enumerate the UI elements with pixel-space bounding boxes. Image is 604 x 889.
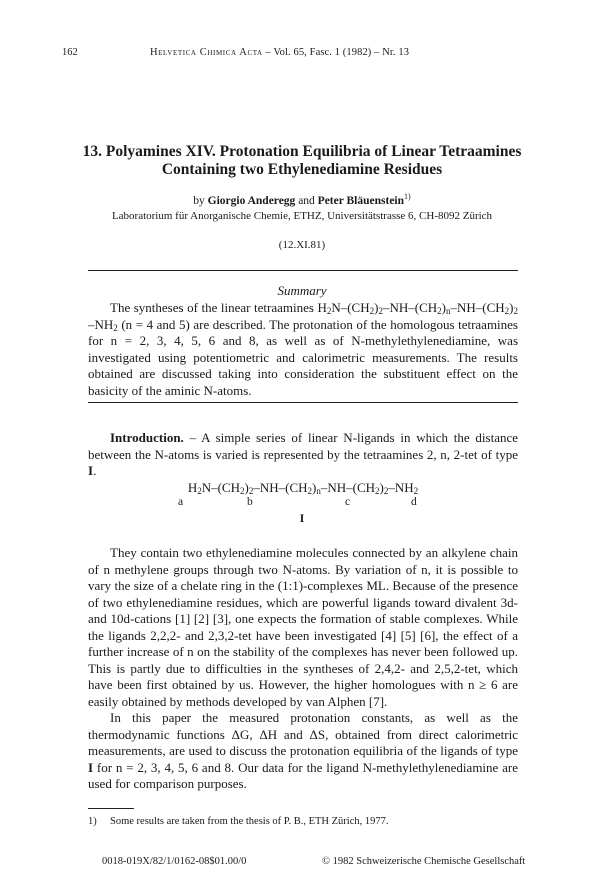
- copyright: © 1982 Schweizerische Chemische Gesellschaft: [322, 856, 526, 867]
- running-head: [62, 46, 542, 60]
- journal-citation: [150, 46, 409, 60]
- affiliation: Laboratorium für Anorganische Chemie, ETHZ, Universitätstrasse 6, CH-8092 Zürich: [111, 210, 493, 222]
- footnote-rule: [88, 808, 134, 809]
- title-line-2: Containing two Ethylenediamine Residues: [161, 161, 443, 178]
- label-d: d: [411, 496, 417, 508]
- imprint-line: [62, 855, 542, 868]
- footnote-mark: 1): [88, 816, 97, 827]
- title-line-1: 13. Polyamines XIV. Protonation Equilibria of Linear Tetraamines: [82, 143, 522, 160]
- summary-paragraph: The syntheses of the linear tetraamines $H_2N-(CH_2)_2-NH-(CH_2)_n-NH-(CH_2)_2$ $-NH_2$ (n = 4 and 5) are described. The protonation of the homologous tetraamines for n = 2, 3, 4, 5, 6 and 8, as well as of N-methylethylenediamine, was investigated using potentiometric and calorimetric measurements. The results obtained are discussed taking into consideration the substituent effect on the basicity of the aminic N-atoms.: [88, 300, 518, 398]
- chemical-formula: $H_2N-(CH_2)_2-NH-(CH_2)_n-NH-(CH_2)_2-NH_2$: [187, 480, 419, 496]
- and-label: and: [298, 194, 315, 207]
- introduction-paragraph: Introduction. – A simple series of linear N-ligands in which the distance between the N-atoms is varied is represented by the tetraamines 2, n, 2-tet of type I.: [88, 430, 518, 478]
- summary-bottom-rule: [88, 402, 518, 403]
- summary-top-rule: [88, 270, 518, 271]
- footnote: [88, 815, 518, 828]
- type-reference-2: I: [88, 759, 94, 775]
- body-paragraph-3: In this paper the measured protonation constants, as well as the thermodynamic functions ΔG, ΔH and ΔS, obtained from direct calorimetric measurements, are used to discuss the protonation equilibria of the ligands of type I for n = 2, 3, 4, 5, 6 and 8. Our data for the ligand N-methylethylenediamine are used for comparison purposes.: [88, 710, 518, 791]
- introduction-heading: Introduction.: [110, 430, 184, 445]
- author-2: Peter Bläuenstein: [317, 194, 405, 207]
- author-1: Giorgio Anderegg: [207, 194, 296, 207]
- by-label: by: [193, 194, 205, 207]
- received-date: (12.XI.81): [278, 239, 326, 251]
- journal-name: Helvetica Chimica Acta: [150, 47, 263, 58]
- label-c: c: [345, 496, 351, 508]
- article-title: [62, 143, 542, 179]
- article-code: 0018-019X/82/1/0162-08$01.00/0: [102, 856, 247, 867]
- label-b: b: [247, 496, 253, 508]
- body-paragraph-2: They contain two ethylenediamine molecules connected by an alkylene chain of n methylene groups through two N-atoms. By variation of n, it is possible to vary the size of a chelate ring in the (1:1)-complexes ML. Because of the presence of two ethylenediamine residues, which are powerful ligands toward divalent 3d- and 10d-cations [1] [2] [3], one expects the formation of stable complexes. While the ligands 2,2,2- and 2,3,2-tet have been investigated [4] [5] [6], the effect of a further increase of n on the stability of the complexes has never been followed up. This is partly due to difficulties in the syntheses of 2,4,2- and 2,5,2-tet, which have been first obtained by us. However, the higher homologues with n ≥ 6 are easily obtained by methods developed by van Alphen [7].: [88, 545, 518, 709]
- summary-heading: Summary: [277, 283, 327, 298]
- label-a: a: [178, 496, 184, 508]
- page-number: 162: [62, 47, 78, 58]
- journal-issue: – Vol. 65, Fasc. 1 (1982) – Nr. 13: [265, 47, 410, 58]
- nitrogen-position-labels: [0, 495, 604, 509]
- author-footnote-mark: 1): [404, 192, 411, 201]
- type-reference: I: [88, 463, 94, 478]
- compound-number: I: [299, 511, 305, 525]
- author-line: [62, 190, 542, 208]
- footnote-text: Some results are taken from the thesis of P. B., ETH Zürich, 1977.: [110, 816, 389, 827]
